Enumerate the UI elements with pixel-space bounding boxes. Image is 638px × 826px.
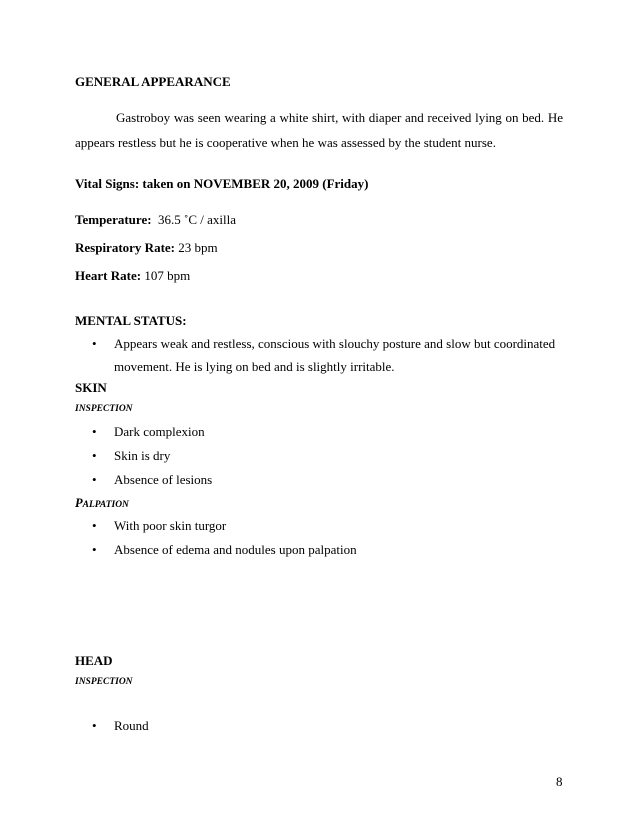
temperature-value: 36.5 ˚C / axilla (158, 212, 237, 227)
vital-respiratory-rate (75, 240, 218, 256)
skin-palpation-item: Absence of edema and nodules upon palpation (114, 542, 357, 557)
palpation-initial: P (75, 496, 83, 510)
section-heading-vital-signs: Vital Signs: taken on NOVEMBER 20, 2009 (Friday) (75, 176, 369, 191)
bullet-icon: • (92, 518, 97, 533)
mental-status-line-1: Appears weak and restless, conscious with slouchy posture and slow but coordinated (114, 336, 556, 351)
vital-heart-rate (75, 268, 190, 284)
head-inspection-item: Round (114, 718, 149, 733)
palpation-rest: ALPATION (82, 500, 129, 510)
section-heading-mental-status: MENTAL STATUS: (75, 313, 187, 328)
mental-status-line-2: movement. He is lying on bed and is slightly irritable. (114, 359, 395, 374)
general-appearance-line-1: Gastroboy was seen wearing a white shirt, with diaper and received lying on bed. He (116, 110, 563, 125)
head-inspection-label: INSPECTION (75, 677, 133, 687)
vital-temperature (75, 212, 236, 228)
bullet-icon: • (92, 472, 97, 487)
bullet-icon: • (92, 424, 97, 439)
page-number: 8 (556, 774, 563, 789)
section-heading-head: HEAD (75, 653, 113, 668)
bullet-icon: • (92, 718, 97, 733)
section-heading-general-appearance: GENERAL APPEARANCE (75, 74, 231, 89)
skin-inspection-label: INSPECTION (75, 404, 133, 414)
skin-inspection-item: Dark complexion (114, 424, 205, 439)
skin-palpation-label (75, 496, 129, 511)
bullet-icon: • (92, 448, 97, 463)
general-appearance-line-2: appears restless but he is cooperative when he was assessed by the student nurse. (75, 135, 496, 150)
respiratory-value: 23 bpm (178, 240, 218, 255)
bullet-icon: • (92, 542, 97, 557)
respiratory-label: Respiratory Rate: (75, 240, 175, 255)
skin-inspection-item: Skin is dry (114, 448, 171, 463)
temperature-label: Temperature: (75, 212, 152, 227)
skin-palpation-item: With poor skin turgor (114, 518, 227, 533)
heart-value: 107 bpm (144, 268, 191, 283)
skin-inspection-item: Absence of lesions (114, 472, 213, 487)
section-heading-skin: SKIN (75, 380, 107, 395)
heart-label: Heart Rate: (75, 268, 142, 283)
bullet-icon: • (92, 336, 97, 351)
